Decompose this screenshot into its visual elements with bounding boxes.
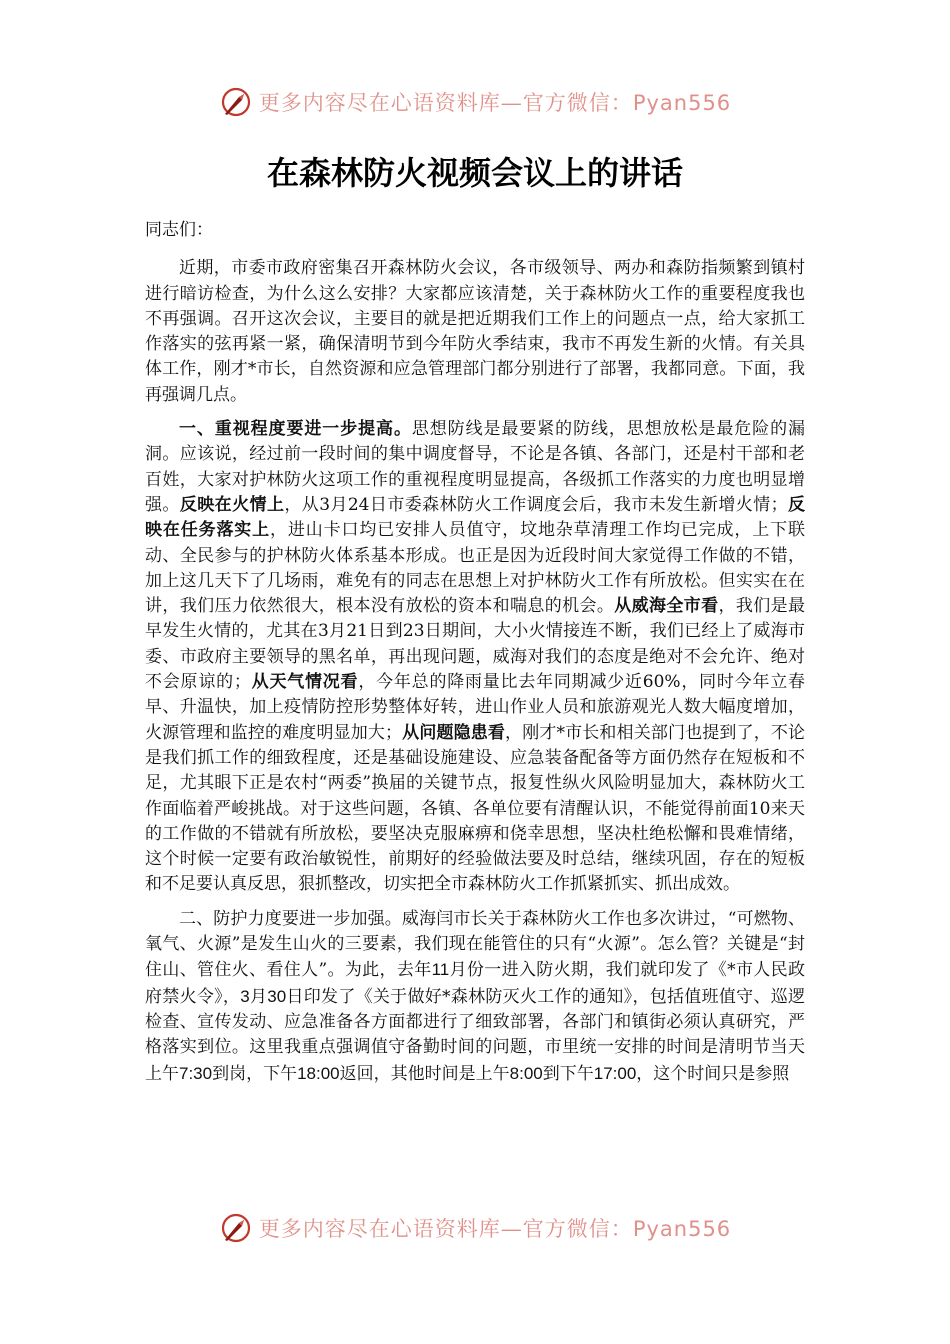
emphasis-weihai: 从威海全市看 (614, 596, 719, 617)
wechat-id: Pyan556 (632, 1217, 732, 1241)
emphasis-task: 反映在任务落实上 (145, 494, 806, 541)
emphasis-hazard: 从问题隐患看 (402, 722, 506, 743)
pen-nib-circle-icon (219, 85, 253, 119)
footer-banner (0, 1208, 950, 1248)
paragraph-intro: 近期，市委市政府密集召开森林防火会议，各市级领导、两办和森防指频繁到镇村进行暗访检查，为什么这么安排？大家都应该清楚，关于森林防火工作的重要程度我也不再强调。召开这次会议，主要目的就是把近期我们工作上的问题点一点，给大家抓工作落实的弦再紧一紧，确保清明节到今年防火季结束，我市不再发生新的火情。有关具体工作，刚才*市长，自然资源和应急管理部门都分别进行了部署，我都同意。下面，我再强调几点。 (145, 258, 805, 405)
pen-nib-circle-icon (219, 1211, 253, 1245)
banner-text: 更多内容尽在心语资料库—官方微信：Pyan556 (258, 1217, 732, 1241)
header-banner (0, 82, 950, 122)
document-title: 在森林防火视频会议上的讲话 (266, 154, 683, 192)
banner-text: 更多内容尽在心语资料库—官方微信：Pyan556 (258, 91, 732, 115)
wechat-id: Pyan556 (632, 91, 732, 115)
paragraph-section-2: 二、防护力度要进一步加强。威海闫市长关于森林防火工作也多次讲过，“可燃物、氧气、火源”是发生山火的三要素，我们现在能管住的只有“火源”。怎么管？关键是“封住山、管住火、看住人”。为此，去年11月份一进入防火期，我们就印发了《*市人民政府禁火令》，3月30日印发了《关于做好*森林防灭火工作的通知》，包括值班值守、巡逻检查、宣传发动、应急准备各方面都进行了细致部署，各部门和镇街必须认真研究，严格落实到位。这里我重点强调值守备勤时间的问题，市里统一安排的时间是清明节当天上午7:30到岗，下午18:00返回，其他时间是上午8:00到下午17:00，这个时间只是参照 (145, 908, 806, 1084)
emphasis-weather: 从天气情况看 (250, 672, 359, 693)
salutation: 同志们： (145, 220, 213, 240)
document-body (145, 218, 805, 1096)
section-1-heading: 一、重视程度要进一步提高。 (179, 419, 412, 440)
emphasis-fire: 反映在火情上 (179, 494, 285, 515)
paragraph-section-1: 一、重视程度要进一步提高。思想防线是最要紧的防线，思想放松是最危险的漏洞。应该说，经过前一段时间的集中调度督导，不论是各镇、各部门，还是村干部和老百姓，大家对护林防火这项工作的重视程度明显提高，各级抓工作落实的力度也明显增强。反映在火情上，从3月24日市委森林防火工作调度会后，我市未发生新增火情；反映在任务落实上，进山卡口均已安排人员值守，坟地杂草清理工作均已完成，上下联动、全民参与的护林防火体系基本形成。也正是因为近段时间大家觉得工作做的不错，加上这几天下了几场雨，难免有的同志在思想上对护林防火工作有所放松。但实实在在讲，我们压力依然很大，根本没有放松的资本和喘息的机会。从威海全市看，我们是最早发生火情的，尤其在3月21日到23日期间，大小火情接连不断，我们已经上了威海市委、市政府主要领导的黑名单，再出现问题，威海对我们的态度是绝对不会允许、绝对不会原谅的；从天气情况看，今年总的降雨量比去年同期减少近60%，同时今年立春早、升温快，加上疫情防控形势整体好转，进山作业人员和旅游观光人数大幅度增加，火源管理和监控的难度明显加大；从问题隐患看，刚才*市长和相关部门也提到了，不论是我们抓工作的细致程度，还是基础设施建设、应急装备配备等方面仍然存在短板和不足，尤其眼下正是农村“两委”换届的关键节点，报复性纵火风险明显加大，森林防火工作面临着严峻挑战。对于这些问题，各镇、各单位要有清醒认识，不能觉得前面10来天的工作做的不错就有所放松，要坚决克服麻痹和侥幸思想，坚决杜绝松懈和畏难情绪，这个时候一定要有政治敏锐性，前期好的经验做法要及时总结，继续巩固，存在的短板和不足要认真反思，狠抓整改，切实把全市森林防火工作抓紧抓实、抓出成效。 (145, 419, 806, 895)
